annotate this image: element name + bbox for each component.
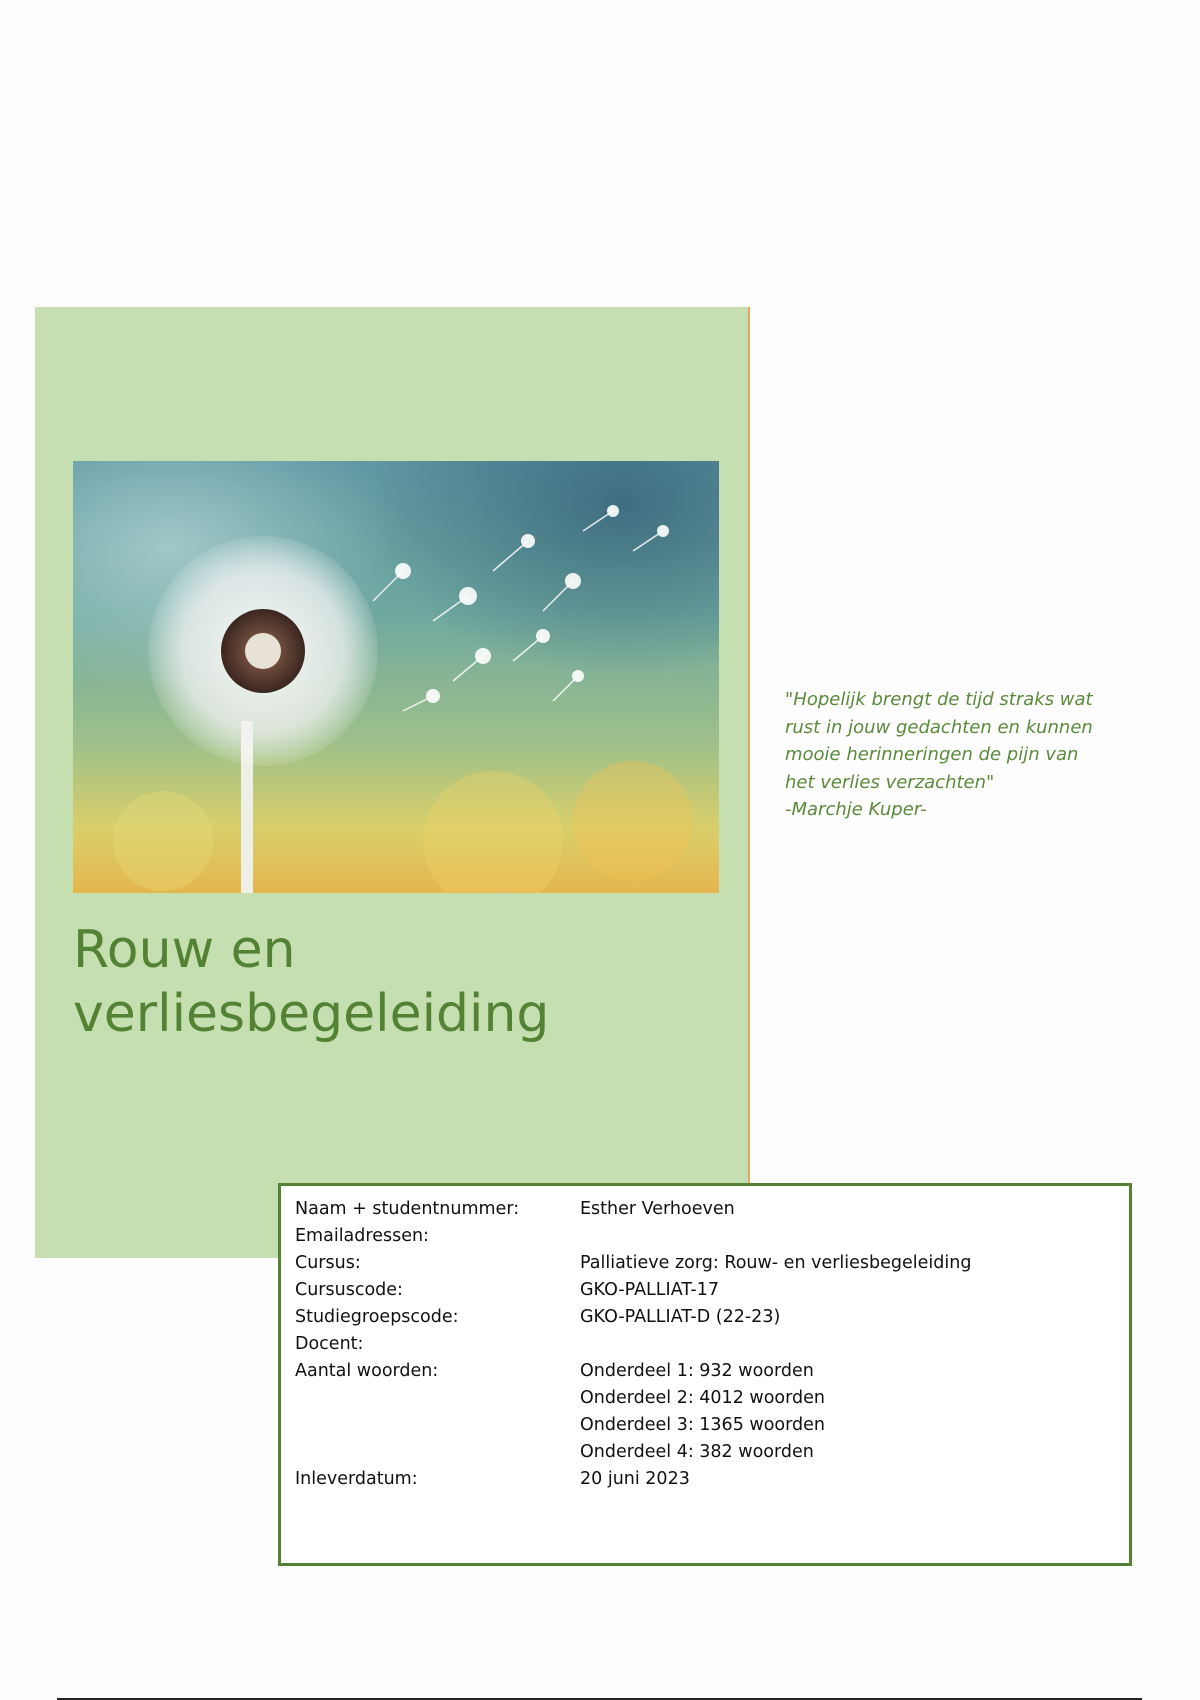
course-code-label: Cursuscode: bbox=[295, 1280, 403, 1300]
document-title bbox=[73, 918, 713, 1046]
course-value: Palliatieve zorg: Rouw- en verliesbegeleiding bbox=[580, 1253, 972, 1273]
name-label: Naam + studentnummer: bbox=[295, 1199, 520, 1219]
title-line-2: verliesbegeleiding bbox=[73, 984, 550, 1044]
word-count-label: Aantal woorden: bbox=[295, 1361, 439, 1381]
group-code-value: GKO-PALLIAT-D (22-23) bbox=[580, 1307, 781, 1327]
due-date-label: Inleverdatum: bbox=[295, 1469, 418, 1489]
teacher-label: Docent: bbox=[295, 1334, 364, 1354]
email-label: Emailadressen: bbox=[295, 1226, 429, 1246]
word-count-part-1: Onderdeel 1: 932 woorden bbox=[580, 1361, 814, 1381]
quote-author: -Marchje Kuper- bbox=[785, 799, 927, 820]
quote bbox=[785, 686, 1115, 824]
quote-line-4: het verlies verzachten" bbox=[785, 771, 995, 793]
student-info-box bbox=[278, 1183, 1132, 1566]
quote-line-2: rust in jouw gedachten en kunnen bbox=[785, 716, 1093, 738]
due-date-value: 20 juni 2023 bbox=[580, 1469, 690, 1489]
word-count-part-2: Onderdeel 2: 4012 woorden bbox=[580, 1388, 825, 1408]
group-code-label: Studiegroepscode: bbox=[295, 1307, 459, 1327]
course-label: Cursus: bbox=[295, 1253, 361, 1273]
course-code-value: GKO-PALLIAT-17 bbox=[580, 1280, 720, 1300]
quote-line-1: "Hopelijk brengt de tijd straks wat bbox=[785, 689, 1093, 710]
quote-line-3: mooie herinneringen de pijn van bbox=[785, 744, 1079, 765]
title-line-1: Rouw en bbox=[73, 920, 296, 980]
word-count-part-4: Onderdeel 4: 382 woorden bbox=[580, 1442, 814, 1462]
name-value: Esther Verhoeven bbox=[580, 1199, 735, 1219]
dandelion-image bbox=[73, 461, 719, 893]
word-count-part-3: Onderdeel 3: 1365 woorden bbox=[580, 1415, 825, 1435]
